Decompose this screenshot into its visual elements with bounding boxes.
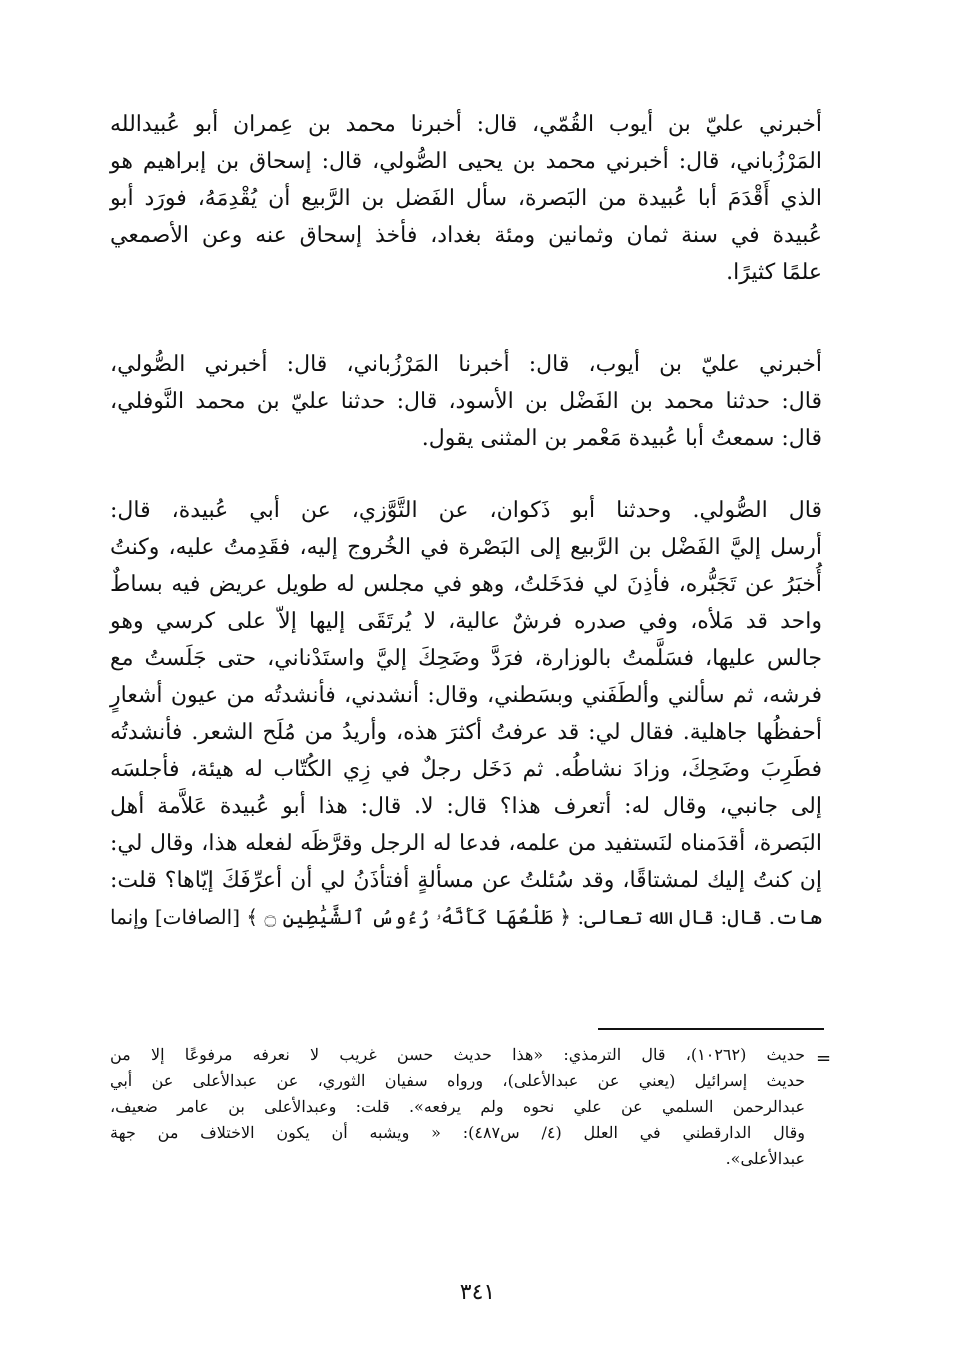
footnote-line: حديث إسرائيل (يعني عن عبدالأعلى)، ورواه سفيان الثوري، عن عبدالأعلى عن أبي bbox=[110, 1071, 806, 1090]
footnote-line: عبدالأعلى». bbox=[725, 1149, 805, 1168]
paragraph-2 bbox=[110, 346, 822, 457]
paragraph-line: أحفظُها جاهلية. فقال لي: قد عرفتُ أكثرَ هذه، وأريدُ من مُلَح الشعر. فأنشدتُه bbox=[110, 720, 822, 745]
paragraph-line: أُخبَرُ عن تَجَبُّره، فأذِنَ لي فدَخَلتُ، وهو في مجلس له طويل عريض فيه بساطٌ bbox=[110, 572, 822, 597]
paragraph-line: قال: سمعتُ أبا عُبيدة مَعْمر بن المثنى يقول. bbox=[421, 426, 822, 451]
footnote-continuation-marker: = bbox=[816, 1048, 832, 1069]
paragraph-3 bbox=[110, 492, 822, 936]
paragraph-line: أخبرني عليّ بن أيوب، قال: أخبرنا المَرْزُباني، قال: أخبرني الصُّولي، bbox=[110, 352, 822, 377]
paragraph-line: الذي أَقْدَمَ أبا عُبيدة من البَصرة، سأل الفَضل بن الرَّبيع أن يُقْدِمَهُ، فورَد أبو bbox=[110, 186, 822, 211]
page-number: ٣٤١ bbox=[459, 1280, 496, 1305]
footnote-line: وقال الدارقطني في العلل (٤/ س٤٨٧): « ويشبه أن يكون الاختلاف من جهة bbox=[110, 1123, 805, 1142]
paragraph-line: علمًا كثيرًا. bbox=[726, 260, 822, 285]
paragraph-line: قال الصُّولي. وحدثنا أبو ذَكوان، عن التَّوَّزي، عن أبي عُبيدة، قال: bbox=[110, 498, 822, 523]
footnote-line: حديث (١٠٢٦٢)، قال الترمذي: «هذا حديث حسن غريب لا نعرفه مرفوعًا إلا من bbox=[110, 1045, 805, 1064]
footnote-divider bbox=[598, 1028, 824, 1030]
paragraph-line: عُبيدة في سنة ثمان وثمانين ومئة بغداد، فأخذ إسحاق عنه وعن الأصمعي bbox=[110, 223, 822, 248]
paragraph-line: هات. قال: قال الله تعالى: ﴿ طَلْعُهَا كَأَنَّهُۥ رُءُوسُ ٱلشَّيَٰطِينِ ۝ ﴾ [الصافات] وإنما bbox=[110, 905, 822, 929]
paragraph-1 bbox=[110, 106, 822, 291]
paragraph-line: أخبرني عليّ بن أيوب القُمّي، قال: أخبرنا محمد بن عِمران أبو عُبيدالله bbox=[110, 112, 823, 137]
footnote bbox=[110, 1042, 805, 1172]
paragraph-line: واحد قد مَلأه، وفي صدره فرشٌ عالية، لا يُرتَقَى إليها إلاّ على كرسي وهو bbox=[110, 609, 822, 634]
paragraph-line: المَرْزُباني، قال: أخبرني محمد بن يحيى الصُّولي، قال: إسحاق بن إبراهيم هو bbox=[110, 149, 822, 174]
paragraph-line: أرسل إليَّ الفَضْل بن الرَّبيع إلى البَصْرة في الخُروج إليه، فقَدِمتُ عليه، وكنتُ bbox=[110, 535, 822, 560]
paragraph-line: إن كنتُ إليك لمشتاقًا، وقد سُئلتُ عن مسألةٍ أفتأذَنُ لي أن أعرِّفَكَ إيّاها؟ قلت: bbox=[110, 868, 822, 893]
paragraph-line: البَصرة، أقدَمناه لنَستفيد من علمه، فدعا له الرجل وقرَّظَه لفعله هذا، وقال لي: bbox=[110, 831, 822, 856]
paragraph-line: قال: حدثنا محمد بن الفَضْل بن الأسود، قال: حدثنا عليّ بن محمد النَّوفلي، bbox=[110, 389, 822, 414]
paragraph-line: فرشه، ثم سألني وألطَفَني وبسَطني، وقال: أنشدني، فأنشدتُه من عيون أشعارٍ bbox=[110, 683, 822, 708]
paragraph-line: فطَرِبَ وضَحِكَ، وزادَ نشاطُه. ثم دَخَل رجلٌ في زِي الكُتّاب له هيئة، فأجلسَه bbox=[110, 757, 822, 782]
paragraph-line: جالس عليها، فسَلَّمتُ بالوزارة، فرَدَّ وضَحِكَ إليَّ واستَدْناني، حتى جَلَستُ مع bbox=[110, 646, 822, 671]
paragraph-line: إلى جانبي، وقال له: أتعرف هذا؟ قال: لا. قال: هذا أبو عُبيدة عَلاَّمة أهل bbox=[110, 794, 822, 819]
footnote-line: عبدالرحمن السلمي عن علي نحوه ولم يرفعه». قلت: وعبدالأعلى بن عامر ضعيف، bbox=[110, 1097, 805, 1116]
